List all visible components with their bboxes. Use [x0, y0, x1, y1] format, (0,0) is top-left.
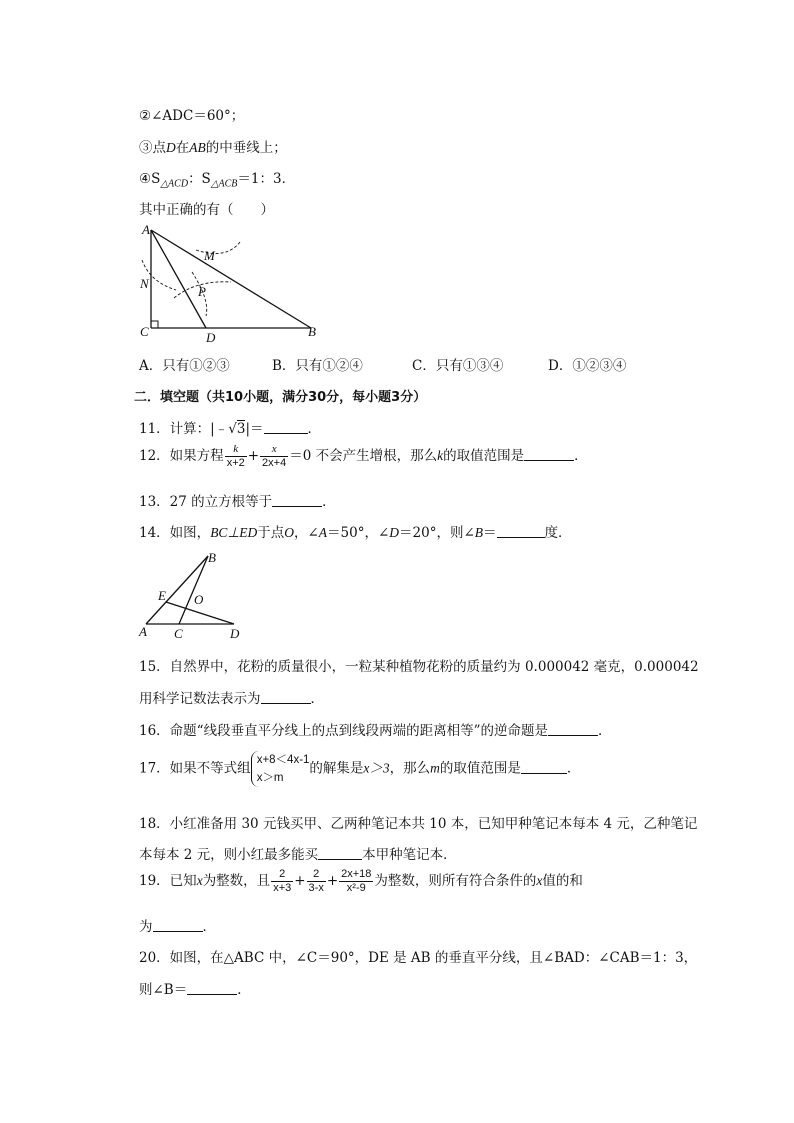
label-C: C [140, 324, 149, 339]
label-B: B [208, 550, 216, 565]
statement-3: ③点D在AB的中垂线上； [139, 140, 287, 156]
fraction-c: $\frac{2x+18}{\text{x²-9}}$ [341, 868, 372, 894]
answer-blank-17[interactable] [521, 761, 567, 774]
question-20-line-1: 20．如图，在△ABC 中，∠C＝90°，DE 是 AB 的垂直平分线，且∠BAD：∠CAB＝1：3， [139, 950, 698, 966]
answer-blank-19[interactable] [153, 919, 203, 932]
triangle-figure-2 [136, 548, 248, 644]
label-P: P [198, 284, 206, 299]
question-15-line-1: 15．自然界中，花粉的质量很小，一粒某种植物花粉的质量约为 0.000042 毫克，0.000042 [139, 659, 699, 675]
choice-b[interactable]: B．只有①②④ [272, 358, 363, 374]
answer-blank-13[interactable] [272, 494, 322, 507]
question-18-line-1: 18．小红准备用 30 元钱买甲、乙两种笔记本共 10 本，已知甲种笔记本每本 4 元，乙种笔记 [139, 816, 698, 832]
question-17: 17．如果不等式组 x+8＜4x-1 x＞m 的解集是x＞3，那么m的取值范围是 ． [139, 751, 580, 787]
label-B: B [308, 324, 316, 339]
fraction-2: $\frac{x}{2x+4}$ [262, 443, 287, 469]
statement-2: ②∠ADC＝60°； [139, 108, 245, 124]
label-D: D [230, 626, 240, 641]
fraction-1: $\frac{k}{x+2}$ [226, 443, 245, 469]
question-16: 16．命题“线段垂直平分线上的点到线段两端的距离相等”的逆命题是 ． [139, 723, 612, 739]
question-19-line-2: 为 ． [139, 919, 216, 935]
label-M: M [204, 248, 215, 263]
question-20-line-2: 则∠B＝ ． [139, 982, 251, 998]
choice-d[interactable]: D．①②③④ [548, 358, 627, 374]
question-14: 14．如图，BC⊥ED于点O，∠A＝50°，∠D＝20°，则∠B＝ 度． [139, 525, 572, 541]
answer-blank-15[interactable] [261, 691, 311, 704]
answer-blank-18[interactable] [318, 847, 362, 860]
answer-blank-11[interactable] [264, 421, 308, 434]
question-19: 19．已知x为整数，且 $\frac{2}{x+3}$ + $\frac{2}{3-x}$ + $\frac{2x+18}{\text{x²-9}}$ 为整数，则所有符合条件的x值的和 [139, 868, 583, 894]
inequality-system: x+8＜4x-1 x＞m [251, 751, 310, 787]
label-N: N [140, 276, 149, 291]
label-A: A [142, 222, 150, 237]
section-title: 二．填空题（共10小题，满分30分，每小题3分） [134, 390, 427, 405]
label-D: D [206, 330, 216, 345]
label-E: E [158, 588, 166, 603]
question-12: 12．如果方程 $\frac{k}{x+2}$ + $\frac{x}{2x+4}$ ＝0 不会产生增根，那么k的取值范围是 ． [139, 443, 588, 469]
triangle-figure-1 [136, 220, 322, 348]
statement-4: $④S_{\triangle ACD}$：$S_{\triangle ACB}=1$：3． [139, 171, 296, 190]
fraction-b: $\frac{2}{3-x}$ [308, 868, 324, 894]
fraction-a: $\frac{2}{x+3}$ [273, 868, 292, 894]
label-A: A [139, 624, 147, 639]
question-15-line-2: 用科学记数法表示为 ． [139, 691, 324, 707]
answer-blank-14[interactable] [497, 525, 545, 538]
label-O: O [194, 592, 204, 607]
label-C: C [174, 626, 183, 641]
answer-blank-12[interactable] [524, 448, 574, 461]
question-prompt: 其中正确的有（ ） [139, 202, 274, 218]
question-18-line-2: 本每本 2 元，则小红最多能买 本甲种笔记本． [139, 847, 457, 863]
sqrt-symbol: √ [228, 421, 237, 437]
answer-blank-16[interactable] [548, 723, 598, 736]
choice-c[interactable]: C．只有①③④ [412, 358, 504, 374]
question-11: 11．计算：|﹣√3|＝ ． [139, 421, 321, 437]
answer-blank-20[interactable] [187, 982, 237, 995]
question-13: 13．27 的立方根等于 ． [139, 494, 336, 510]
choice-a[interactable]: A．只有①②③ [139, 358, 230, 374]
